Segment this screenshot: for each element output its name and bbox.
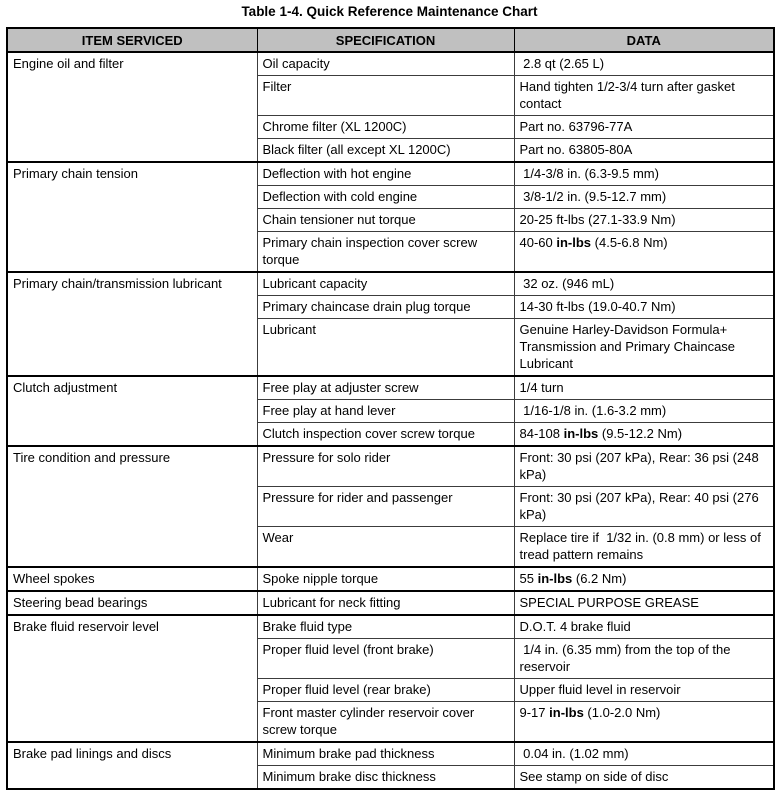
- item-serviced-cell: Primary chain tension: [7, 162, 257, 272]
- specification-cell: Lubricant: [257, 319, 514, 377]
- data-value-segment: (1.0-2.0 Nm): [583, 705, 661, 720]
- table-row: [7, 567, 774, 591]
- data-value-segment: 2.8 qt (2.65 L): [519, 56, 605, 71]
- column-header-specification: SPECIFICATION: [257, 28, 514, 52]
- data-cell: [514, 766, 774, 790]
- specification-cell: Wear: [257, 527, 514, 568]
- data-value-segment: Front: 30 psi (207 kPa), Rear: 40 psi (276 kPa): [519, 490, 763, 522]
- specification-cell: Clutch inspection cover screw torque: [257, 423, 514, 447]
- data-cell: [514, 742, 774, 766]
- data-value-segment: 3/8-1/2 in. (9.5-12.7 mm): [519, 189, 667, 204]
- item-group: [7, 591, 774, 615]
- data-value-segment-bold: in-lbs: [549, 705, 584, 720]
- table-row: [7, 376, 774, 400]
- specification-cell: Lubricant capacity: [257, 272, 514, 296]
- data-value-segment: Front: 30 psi (207 kPa), Rear: 36 psi (248 kPa): [519, 450, 763, 482]
- data-cell: [514, 376, 774, 400]
- data-value-segment: 14-30 ft-lbs (19.0-40.7 Nm): [519, 299, 676, 314]
- specification-cell: Spoke nipple torque: [257, 567, 514, 591]
- specification-cell: Free play at adjuster screw: [257, 376, 514, 400]
- specification-cell: Filter: [257, 76, 514, 116]
- item-group: [7, 272, 774, 376]
- data-value-segment: 1/4-3/8 in. (6.3-9.5 mm): [519, 166, 659, 181]
- data-cell: [514, 232, 774, 273]
- specification-cell: Chrome filter (XL 1200C): [257, 116, 514, 139]
- data-value-segment-bold: in-lbs: [563, 426, 599, 441]
- item-serviced-cell: Tire condition and pressure: [7, 446, 257, 567]
- specification-cell: Chain tensioner nut torque: [257, 209, 514, 232]
- data-value-segment: 9-17: [519, 705, 550, 720]
- item-serviced-cell: Steering bead bearings: [7, 591, 257, 615]
- table-row: [7, 446, 774, 487]
- data-value-segment: Hand tighten 1/2-3/4 turn after gasket contact: [519, 79, 739, 111]
- table-row: [7, 272, 774, 296]
- table-header-row: [7, 28, 774, 52]
- column-header-data: DATA: [514, 28, 774, 52]
- table-row: [7, 742, 774, 766]
- data-value-segment: Part no. 63796-77A: [519, 119, 633, 134]
- data-cell: [514, 423, 774, 447]
- data-cell: [514, 487, 774, 527]
- item-group: [7, 376, 774, 446]
- data-value-segment: 1/16-1/8 in. (1.6-3.2 mm): [519, 403, 667, 418]
- item-group: [7, 567, 774, 591]
- data-cell: [514, 591, 774, 615]
- data-cell: [514, 446, 774, 487]
- data-cell: [514, 702, 774, 743]
- data-value-segment-bold: in-lbs: [537, 571, 573, 586]
- item-serviced-cell: Wheel spokes: [7, 567, 257, 591]
- specification-cell: Oil capacity: [257, 52, 514, 76]
- data-value-segment: 1/4 turn: [519, 380, 564, 395]
- item-serviced-cell: Primary chain/transmission lubricant: [7, 272, 257, 376]
- column-header-item-serviced: ITEM SERVICED: [7, 28, 257, 52]
- item-serviced-cell: Brake pad linings and discs: [7, 742, 257, 789]
- data-value-segment: Part no. 63805-80A: [519, 142, 633, 157]
- item-group: [7, 742, 774, 789]
- specification-cell: Minimum brake pad thickness: [257, 742, 514, 766]
- specification-cell: Front master cylinder reservoir cover screw torque: [257, 702, 514, 743]
- table-row: [7, 162, 774, 186]
- specification-cell: Pressure for rider and passenger: [257, 487, 514, 527]
- table-row: [7, 52, 774, 76]
- specification-cell: Brake fluid type: [257, 615, 514, 639]
- data-cell: [514, 319, 774, 377]
- specification-cell: Proper fluid level (front brake): [257, 639, 514, 679]
- data-cell: [514, 567, 774, 591]
- data-value-segment: 55: [519, 571, 538, 586]
- maintenance-table: [6, 27, 775, 790]
- data-cell: [514, 76, 774, 116]
- data-cell: [514, 615, 774, 639]
- data-value-segment: 1/4 in. (6.35 mm) from the top of the reservoir: [519, 642, 735, 674]
- specification-cell: Deflection with cold engine: [257, 186, 514, 209]
- data-cell: [514, 139, 774, 163]
- data-cell: [514, 116, 774, 139]
- specification-cell: Lubricant for neck fitting: [257, 591, 514, 615]
- data-value-segment: D.O.T. 4 brake fluid: [519, 619, 631, 634]
- data-value-segment: (6.2 Nm): [572, 571, 627, 586]
- data-value-segment: 0.04 in. (1.02 mm): [519, 746, 629, 761]
- data-value-segment: 20-25 ft-lbs (27.1-33.9 Nm): [519, 212, 676, 227]
- specification-cell: Primary chain inspection cover screw torque: [257, 232, 514, 273]
- item-group: [7, 446, 774, 567]
- item-group: [7, 162, 774, 272]
- specification-cell: Primary chaincase drain plug torque: [257, 296, 514, 319]
- data-value-segment: (4.5-6.8 Nm): [591, 235, 668, 250]
- data-value-segment: Upper fluid level in reservoir: [519, 682, 681, 697]
- table-title: Table 1-4. Quick Reference Maintenance Chart: [241, 4, 538, 19]
- data-cell: [514, 162, 774, 186]
- item-group: [7, 615, 774, 742]
- specification-cell: Free play at hand lever: [257, 400, 514, 423]
- data-cell: [514, 639, 774, 679]
- specification-cell: Minimum brake disc thickness: [257, 766, 514, 790]
- data-cell: [514, 296, 774, 319]
- data-cell: [514, 272, 774, 296]
- item-group: [7, 52, 774, 162]
- specification-cell: Pressure for solo rider: [257, 446, 514, 487]
- data-cell: [514, 527, 774, 568]
- data-value-segment: 84-108: [519, 426, 564, 441]
- data-value-segment: See stamp on side of disc: [519, 769, 669, 784]
- data-value-segment: Genuine Harley-Davidson Formula+ Transmission and Primary Chaincase Lubricant: [519, 322, 739, 371]
- table-row: [7, 615, 774, 639]
- data-cell: [514, 400, 774, 423]
- data-value-segment: 40-60: [519, 235, 557, 250]
- item-serviced-cell: Clutch adjustment: [7, 376, 257, 446]
- data-value-segment-bold: in-lbs: [556, 235, 592, 250]
- specification-cell: Proper fluid level (rear brake): [257, 679, 514, 702]
- specification-cell: Deflection with hot engine: [257, 162, 514, 186]
- data-value-segment: (9.5-12.2 Nm): [598, 426, 683, 441]
- item-serviced-cell: Brake fluid reservoir level: [7, 615, 257, 742]
- data-value-segment: SPECIAL PURPOSE GREASE: [519, 595, 699, 610]
- data-cell: [514, 186, 774, 209]
- data-value-segment: 32 oz. (946 mL): [519, 276, 615, 291]
- data-value-segment: Replace tire if 1/32 in. (0.8 mm) or less of tread pattern remains: [519, 530, 765, 562]
- table-row: [7, 591, 774, 615]
- data-cell: [514, 679, 774, 702]
- item-serviced-cell: Engine oil and filter: [7, 52, 257, 162]
- data-cell: [514, 52, 774, 76]
- data-cell: [514, 209, 774, 232]
- specification-cell: Black filter (all except XL 1200C): [257, 139, 514, 163]
